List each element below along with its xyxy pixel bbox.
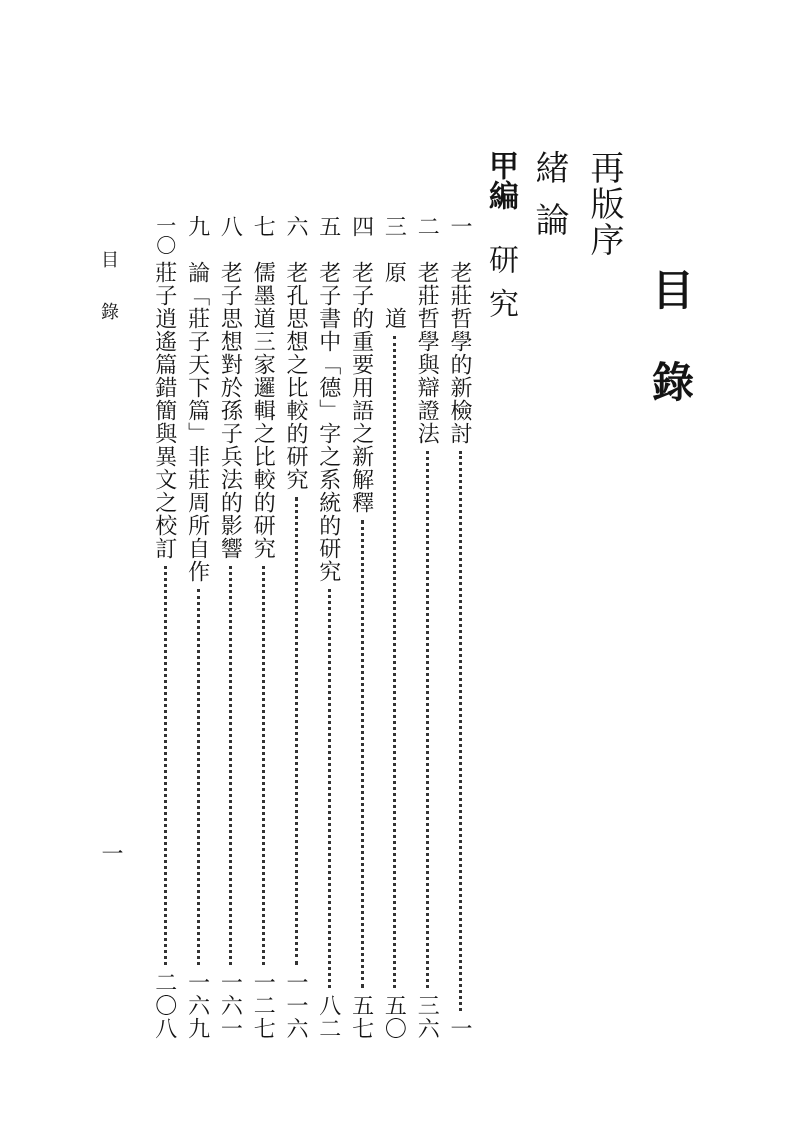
toc-entry-number: 六 <box>283 215 308 237</box>
toc-entry-number: 五 <box>315 215 341 237</box>
page-title: 目錄 <box>646 268 695 452</box>
dot-leader <box>262 566 267 965</box>
dot-leader <box>328 589 333 988</box>
toc-entry-page: 一 <box>447 1017 472 1040</box>
dot-leader <box>229 566 234 965</box>
toc-entry-number: 二 <box>414 215 440 237</box>
toc-entry-page: 二〇八 <box>151 971 177 1040</box>
toc-entry-page: 一二七 <box>250 971 276 1040</box>
toc-entry-page: 一一六 <box>283 971 308 1040</box>
dot-leader <box>393 336 398 988</box>
toc-entry-number: 八 <box>217 215 243 237</box>
toc-entry-number: 四 <box>348 215 374 237</box>
part-label: 甲編 <box>483 150 518 210</box>
dot-leader <box>459 451 464 1011</box>
part-subtitle: 研究 <box>483 244 518 332</box>
toc-entry-title: 老子書中「德」字之系統的研究 <box>315 261 341 583</box>
dot-leader <box>197 589 202 965</box>
introduction-heading: 緒論 <box>529 150 569 254</box>
toc-entry-title: 老子思想對於孫子兵法的影響 <box>217 261 243 560</box>
toc-entry-title: 老莊哲學的新檢討 <box>447 261 472 445</box>
toc-entry-page: 五〇 <box>381 994 407 1040</box>
dot-leader <box>164 566 169 965</box>
toc-entry-title: 儒墨道三家邏輯之比較的研究 <box>250 261 276 560</box>
toc-entry-number: 三 <box>381 215 407 237</box>
dot-leader <box>426 451 431 988</box>
toc-entry-title: 老莊哲學與辯證法 <box>414 261 440 445</box>
dot-leader <box>295 497 300 965</box>
toc-entry <box>215 215 245 1040</box>
toc-entry <box>281 215 311 1040</box>
toc-entry <box>379 215 409 1040</box>
running-head: 目錄 <box>98 250 119 354</box>
toc-entry-number: 一 <box>447 215 472 237</box>
toc-entry-page: 三六 <box>414 994 440 1040</box>
toc-entry-title: 論「莊子天下篇」非莊周所自作 <box>184 261 210 583</box>
dot-leader <box>361 520 366 988</box>
toc-entry <box>445 215 475 1040</box>
toc-entry-title: 原 道 <box>381 261 407 330</box>
toc-entry <box>347 215 377 1040</box>
toc-entry-title: 老子的重要用語之新解釋 <box>348 261 374 514</box>
toc-entry <box>314 215 344 1040</box>
preface-heading: 再版序 <box>584 150 624 258</box>
toc-entry-title: 莊子逍遙篇錯簡與異文之校訂 <box>151 261 177 560</box>
toc-entry <box>150 215 180 1040</box>
part-heading <box>478 150 522 332</box>
toc-entry <box>412 215 442 1040</box>
toc-entry <box>248 215 278 1040</box>
toc-entry-number: 九 <box>184 215 210 237</box>
toc-entry-page: 一六九 <box>184 971 210 1040</box>
page-number: 一 <box>98 842 123 864</box>
toc-entry-page: 五七 <box>348 994 374 1040</box>
toc-entry <box>183 215 213 1040</box>
toc-entry-number: 七 <box>250 215 276 237</box>
toc-entry-number: 一〇 <box>152 215 177 255</box>
toc-entry-title: 老孔思想之比較的研究 <box>283 261 308 491</box>
toc-entry-page: 一六一 <box>217 971 243 1040</box>
toc-entry-page: 八二 <box>315 994 341 1040</box>
